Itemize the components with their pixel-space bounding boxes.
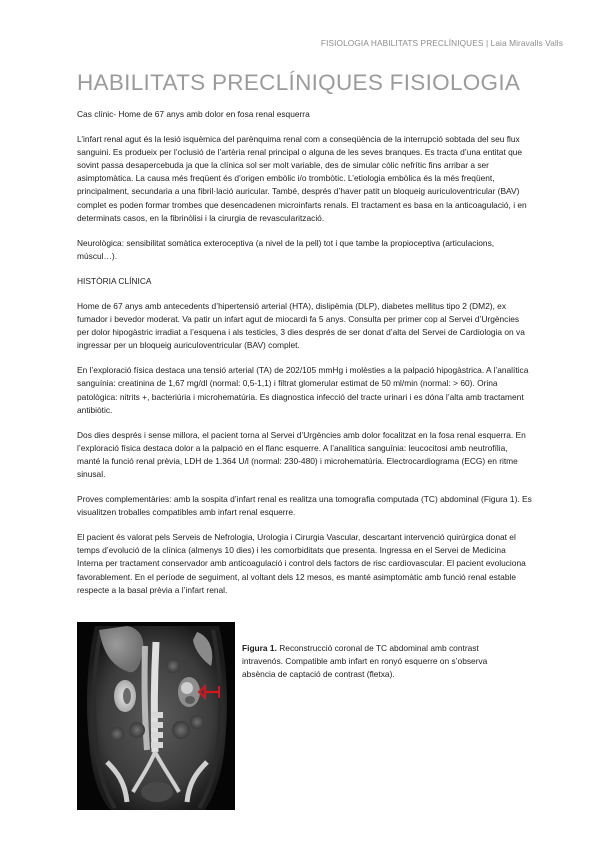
figure-1: [77, 622, 517, 812]
ct-scan-image: [77, 622, 235, 810]
figure-label: Figura 1.: [242, 643, 277, 653]
history-paragraph-5: El pacient és valorat pels Serveis de Nefrologia, Urologia i Cirurgia Vascular, descartant intervenció quirúrgica donat el temps d’evolució de la clínica (almenys 10 dies) i les comorbiditats que presenta. Ingressa en el Servei de Medicina Interna per tractament conservador amb anticoagulació i control dels factors de risc cardiovascular. El pacient evoluciona favorablement. En el període de seguiment, al voltant dels 12 mesos, es manté asimptomàtic amb funció renal estable respecte a la basal prèvia a l’infart renal.: [77, 532, 526, 595]
running-header: FISIOLOGIA HABILITATS PRECLÍNIQUES | Laia Miravalls Valls: [320, 38, 563, 48]
case-title: Cas clínic- Home de 67 anys amb dolor en fosa renal esquerra: [77, 109, 310, 119]
history-heading: HISTÒRIA CLÍNICA: [77, 275, 152, 286]
document-title: HABILITATS PRECLÍNIQUES FISIOLOGIA: [77, 70, 521, 95]
figure-caption-text: Reconstrucció coronal de TC abdominal amb contrast intravenós. Compatible amb infart en ronyó esquerre on s’observa absència de captació de contrast (fletxa).: [242, 643, 488, 679]
intro-paragraph: L’infart renal agut és la lesió isquèmica del parènquima renal com a conseqüència de la interrupció sobtada del seu flux sanguini. Es produeix per l’oclusió de l’artèria renal principal o alguna de les seves branques. Es tracta d’una entitat que sovint passa desapercebuda ja que la clínica sol ser molt variable, des de simular còlic nefrític fins arribar a ser asimptomàtica. La causa més freqüent és d’origen embòlic i/o trombòtic. L’etiologia embòlica és la més freqüent, principalment, secundaria a una fibril·lació auricular. També, després d’haver patit un bloqueig auriculoventricular (BAV) complet es poden formar trombes que desencadenen microinfarts renals. El tractament es basa en la anticoagulació, i en determinats casos, en la fibrinòlisi i la cirurgia de revascularització.: [77, 134, 527, 223]
history-paragraph-2: En l’exploració física destaca una tensió arterial (TA) de 202/105 mmHg i molèsties a la palpació hipogàstrica. A l’analítica sanguínia: creatinina de 1,67 mg/dl (normal: 0,5-1,1) i filtrat glomerular estimat de 50 ml/min (normal: > 60). Orina patològica: nitrits +, bacteriúria i microhematúria. Es diagnostica infecció del tracte urinari i es dóna l’alta amb tractament antibiòtic.: [77, 365, 529, 415]
history-paragraph-4: Proves complementàries: amb la sospita d’infart renal es realitza una tomografia computada (TC) abdominal (Figura 1). Es visualitzen troballes compatibles amb infart renal esquerre.: [77, 494, 532, 518]
neuro-paragraph: Neurològica: sensibilitat somàtica exteroceptiva (a nivel de la pell) tot i que tambe la propioceptiva (articulacions, múscul…).: [77, 237, 495, 261]
figure-caption: [242, 642, 512, 681]
history-paragraph-1: Home de 67 anys amb antecedents d’hipertensió arterial (HTA), dislipèmia (DLP), diabetes mellitus tipo 2 (DM2), ex fumador i bevedor moderat. Va patir un infart agut de miocardi fa 5 anys. Consulta per primer cop al Servei d’Urgències per dolor hipogàstric irradiat a l’esquena i als testicles, 3 dies després de ser donat d’alta del Servei de Cardiologia on va ingressar per un bloqueig auriculoventricular (BAV) complet.: [77, 300, 525, 351]
history-paragraph-3: Dos dies després i sense millora, el pacient torna al Servei d’Urgències amb dolor focalitzat en la fosa renal esquerra. En l’exploració física destaca dolor a la palpació en el flanc esquerre. A l’analítica sanguínia: leucocitosi amb neutrofília, manté la funció renal prèvia, LDH de 1.364 U/l (normal: 230-480) i microhematúria. Electrocardiograma (ECG) en ritme sinusal.: [77, 429, 526, 479]
document-body: [77, 108, 532, 597]
